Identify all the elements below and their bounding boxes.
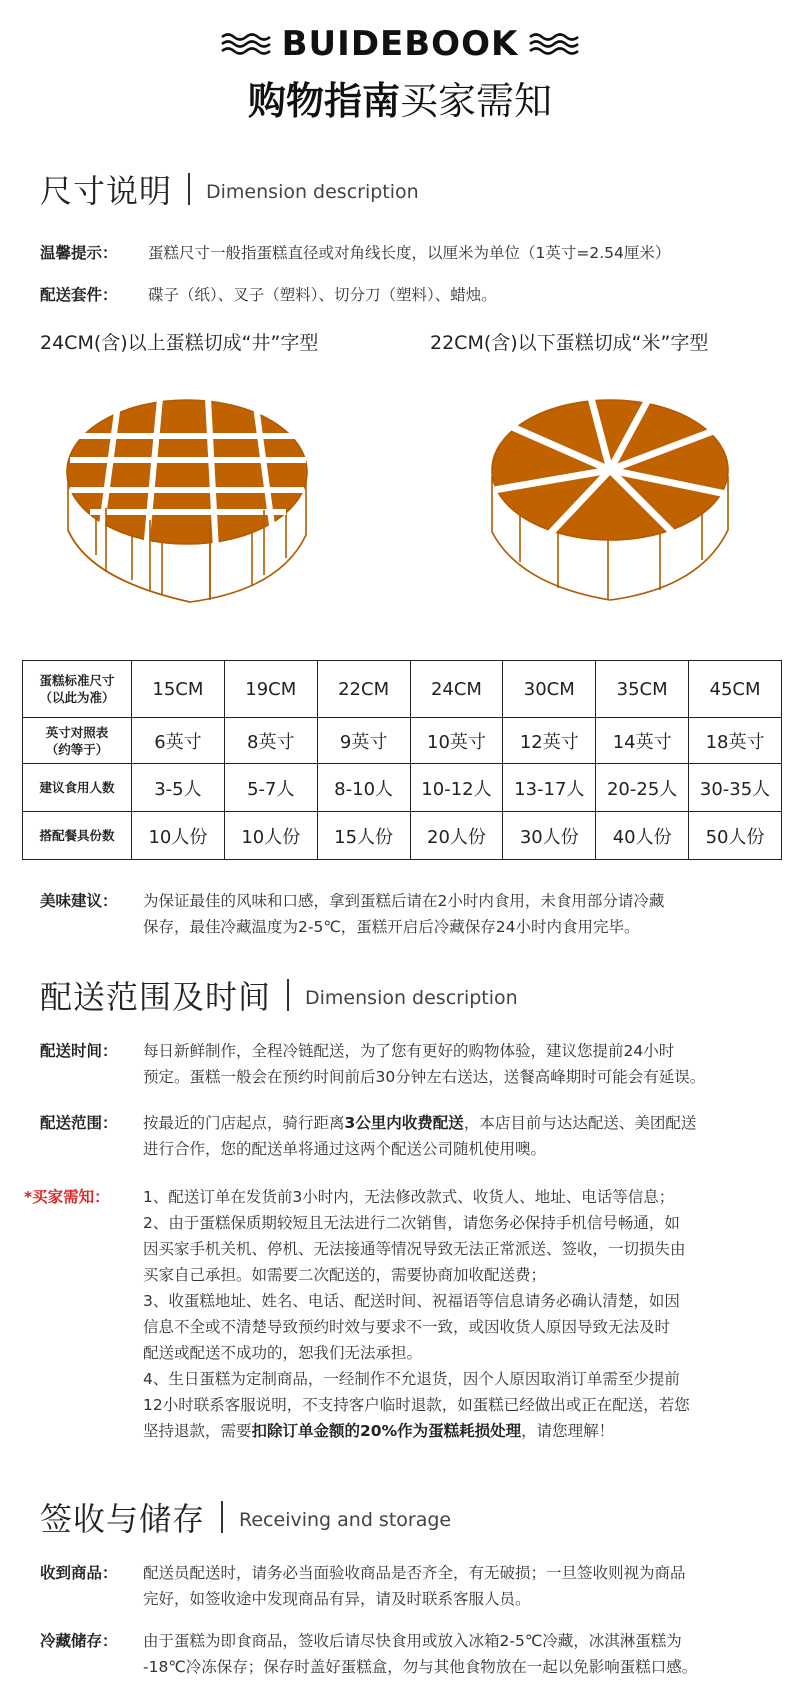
table-row-header: 建议食用人数 <box>23 764 132 812</box>
page-header <box>0 24 800 125</box>
wave-decoration-icon <box>528 32 580 56</box>
notice-line: 3、收蛋糕地址、姓名、电话、配送时间、祝福语等信息请务必确认清楚，如因 <box>143 1292 680 1310</box>
notice-line: 因买家手机关机、停机、无法接通等情况导致无法正常派送、签收，一切损失由 <box>143 1240 686 1258</box>
brand-row <box>0 24 800 64</box>
table-row <box>23 718 782 764</box>
table-cell: 30CM <box>503 661 596 718</box>
table-cell: 20-25人 <box>596 764 689 812</box>
wave-decoration-icon <box>220 32 272 56</box>
brand-name: BUIDEBOOK <box>281 24 519 64</box>
table-row-header: 英寸对照表 （约等于） <box>23 718 132 764</box>
table-cell: 50人份 <box>689 812 782 860</box>
table-cell: 30人份 <box>503 812 596 860</box>
table-cell: 45CM <box>689 661 782 718</box>
notice-line: 买家自己承担。如需要二次配送的，需要协商加收配送费； <box>143 1266 547 1284</box>
table-cell: 13-17人 <box>503 764 596 812</box>
table-cell: 10英寸 <box>410 718 503 764</box>
table-cell: 18英寸 <box>689 718 782 764</box>
table-cell: 15CM <box>132 661 225 718</box>
table-cell: 40人份 <box>596 812 689 860</box>
section-title-delivery: 配送范围及时间 Dimension description <box>40 978 518 1016</box>
table-cell: 10人份 <box>132 812 225 860</box>
table-row <box>23 661 782 718</box>
cake-grid-cut-icon <box>60 390 320 610</box>
notice-line: 12小时联系客服说明，不支持客户临时退款，如蛋糕已经做出或正在配送，若您 <box>143 1396 690 1414</box>
table-cell: 10-12人 <box>410 764 503 812</box>
taste-row: 美味建议： 为保证最佳的风味和口感，拿到蛋糕后请在2小时内食用，未食用部分请冷藏 保存，最佳冷藏温度为2-5℃，蛋糕开启后冷藏保存24小时内食用完毕。 <box>40 892 665 936</box>
table-cell: 14英寸 <box>596 718 689 764</box>
table-cell: 6英寸 <box>132 718 225 764</box>
table-cell: 20人份 <box>410 812 503 860</box>
delivery-time-row: 配送时间： 每日新鲜制作，全程冷链配送，为了您有更好的购物体验，建议您提前24小时 预定。蛋糕一般会在预约时间前后30分钟左右送达，送餐高峰期时可能会有延误。 <box>40 1042 706 1086</box>
page-title: 购物指南买家需知 <box>247 79 553 123</box>
notice-line: 坚持退款，需要扣除订单金额的20%作为蛋糕耗损处理，请您理解！ <box>143 1422 615 1440</box>
table-row-header: 蛋糕标准尺寸 （以此为准） <box>23 661 132 718</box>
notice-line: 信息不全或不清楚导致预约时效与要求不一致，或因收货人原因导致无法及时 <box>143 1318 671 1336</box>
table-cell: 24CM <box>410 661 503 718</box>
table-row <box>23 812 782 860</box>
section-title-storage: 签收与储存 Receiving and storage <box>40 1500 452 1538</box>
notice-line: 1、配送订单在发货前3小时内，无法修改款式、收货人、地址、电话等信息； <box>143 1188 675 1206</box>
table-cell: 30-35人 <box>689 764 782 812</box>
table-cell: 3-5人 <box>132 764 225 812</box>
cut-label-large: 24CM(含)以上蛋糕切成“井”字型 <box>40 332 319 354</box>
table-cell: 10人份 <box>224 812 317 860</box>
buyer-notice-row: *买家需知： 1、配送订单在发货前3小时内，无法修改款式、收货人、地址、电话等信息； 2、由于蛋糕保质期较短且无法进行二次销售，请您务必保持手机信号畅通，如 因买家手机关机、停机、无法接通等情况导致无法正常派送、签收，一切损失由 买家自己承担。如需要二次配送的，需要协商加收配送费； 3、收蛋糕地址、姓名、电话、配送时间、祝福语等信息请务必确认清楚，如因 信息不全或不清楚导致预约时效与要求不一致，或因收货人原因导致无法及时 配送或配送不成功的，恕我们无法承担。 4、生日蛋糕为定制商品，一经制作不允退货，因个人原因取消订单需至少提前 12小时联系客服说明，不支持客户临时退款，如蛋糕已经做出或正在配送，若您 坚持退款，需要扣除订单金额的20%作为蛋糕耗损处理，请您理解！ <box>24 1188 690 1440</box>
table-cell: 22CM <box>317 661 410 718</box>
table-cell: 35CM <box>596 661 689 718</box>
table-cell: 9英寸 <box>317 718 410 764</box>
table-cell: 8-10人 <box>317 764 410 812</box>
receive-row: 收到商品： 配送员配送时，请务必当面验收商品是否齐全，有无破损；一旦签收则视为商品 完好，如签收途中发现商品有异，请及时联系客服人员。 <box>40 1564 686 1608</box>
table-cell: 8英寸 <box>224 718 317 764</box>
table-row <box>23 764 782 812</box>
required-star-icon: * <box>24 1188 33 1206</box>
kit-row: 配送套件： 碟子（纸）、叉子（塑料）、切分刀（塑料）、蜡烛。 <box>40 286 497 304</box>
table-row-header: 搭配餐具份数 <box>23 812 132 860</box>
notice-line: 配送或配送不成功的，恕我们无法承担。 <box>143 1344 423 1362</box>
table-cell: 15人份 <box>317 812 410 860</box>
size-spec-table <box>22 660 782 860</box>
cake-radial-cut-icon <box>480 390 740 610</box>
notice-line: 2、由于蛋糕保质期较短且无法进行二次销售，请您务必保持手机信号畅通，如 <box>143 1214 680 1232</box>
notice-line: 4、生日蛋糕为定制商品，一经制作不允退货，因个人原因取消订单需至少提前 <box>143 1370 680 1388</box>
table-cell: 19CM <box>224 661 317 718</box>
section-title-dimension: 尺寸说明 Dimension description <box>40 172 419 210</box>
table-cell: 12英寸 <box>503 718 596 764</box>
table-cell: 5-7人 <box>224 764 317 812</box>
tip-row: 温馨提示： 蛋糕尺寸一般指蛋糕直径或对角线长度，以厘米为单位（1英寸=2.54厘米） <box>40 244 671 262</box>
cut-label-small: 22CM(含)以下蛋糕切成“米”字型 <box>430 332 709 354</box>
storage-row: 冷藏储存： 由于蛋糕为即食商品，签收后请尽快食用或放入冰箱2-5℃冷藏，冰淇淋蛋糕为 -18℃冷冻保存；保存时盖好蛋糕盒，勿与其他食物放在一起以免影响蛋糕口感。 <box>40 1632 698 1676</box>
delivery-range-row: 配送范围： 按最近的门店起点，骑行距离3公里内收费配送，本店目前与达达配送、美团配送 进行合作，您的配送单将通过这两个配送公司随机使用噢。 <box>40 1114 697 1158</box>
